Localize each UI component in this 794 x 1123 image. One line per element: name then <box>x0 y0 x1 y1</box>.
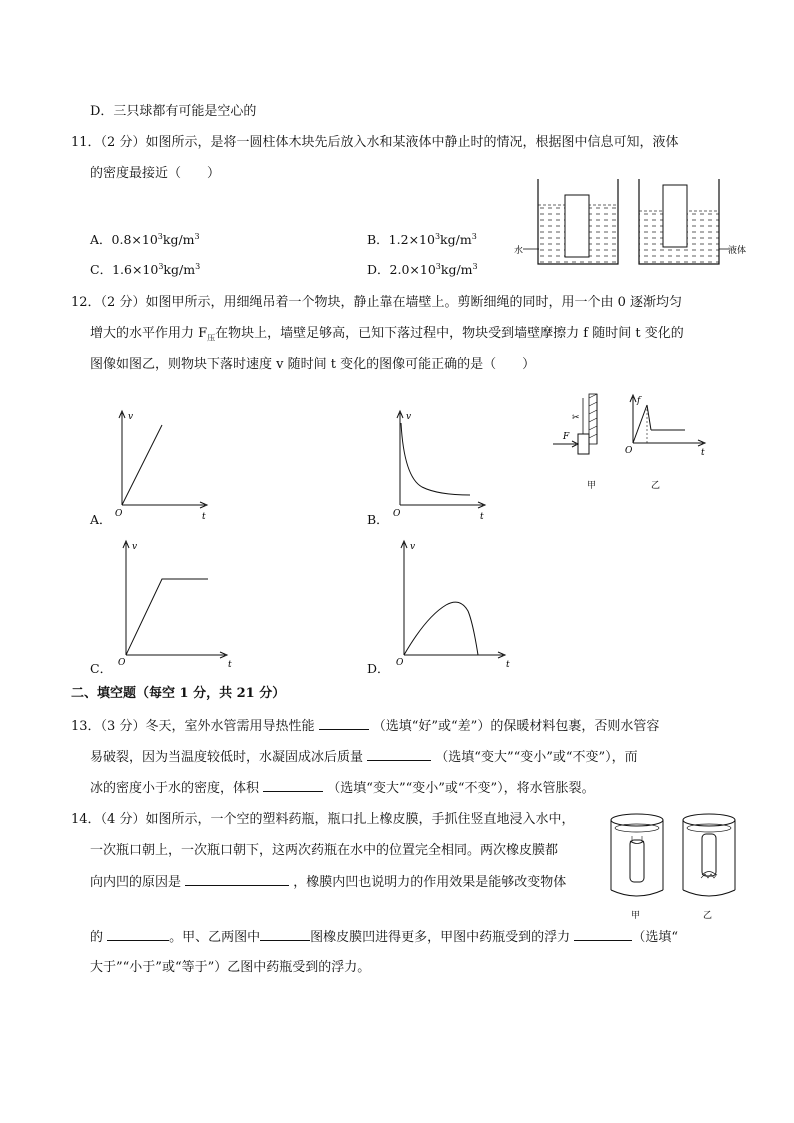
q11-beaker-figure <box>515 175 755 270</box>
svg-text:v: v <box>128 412 134 422</box>
svg-text:t: t <box>202 512 206 522</box>
svg-text:t: t <box>480 512 484 522</box>
label-liquid: 液体 <box>728 246 747 256</box>
q14-blank-3[interactable] <box>260 928 310 941</box>
q11-option-a[interactable]: A．$0.8\times 10^3kg/m^3$ <box>90 231 200 247</box>
q14-line5: 大于”“小于”或“等于”）乙图中药瓶受到的浮力。 <box>90 960 371 975</box>
svg-text:v: v <box>406 412 412 422</box>
graph-b-curve <box>401 423 470 495</box>
q12-graph-b[interactable] <box>388 405 498 525</box>
section-title: 二、填空题（每空 1 分，共 21 分） <box>71 686 286 701</box>
q14-line1: 14．（4 分）如图所示，一个空的塑料药瓶，瓶口扎上橡皮膜，手抓住竖直地浸入水中， <box>71 812 575 827</box>
q11-option-b[interactable]: B．$1.2\times 10^3kg/m^3$ <box>367 231 477 247</box>
svg-text:乙: 乙 <box>703 911 713 921</box>
q11-option-d[interactable]: D．$2.0\times 10^3kg/m^3$ <box>367 261 478 277</box>
label-water: 水 <box>514 246 524 256</box>
svg-text:v: v <box>132 542 138 552</box>
beaker-liquid <box>639 179 746 264</box>
q13-line2: 易破裂，因为当温度较低时，水凝固成冰后质量 （选填“变大”“变小”或“不变”），而 <box>90 750 638 765</box>
q13-blank-1[interactable] <box>319 717 369 730</box>
q14-bottle-figure <box>605 808 745 923</box>
q14-line3: 向内凹的原因是 ，橡膜内凹也说明力的作用效果是能够改变物体 <box>90 875 567 890</box>
q13-blank-2[interactable] <box>367 748 431 761</box>
q14-blank-1[interactable] <box>185 873 289 886</box>
svg-text:甲: 甲 <box>631 911 641 921</box>
svg-text:t: t <box>228 660 232 670</box>
q14-line4: 的 。甲、乙两图中 图橡皮膜凹进得更多，甲图中药瓶受到的浮力 （选填“ <box>90 930 678 945</box>
q13-line3: 冰的密度小于水的密度，体积 （选填“变大”“变小”或“不变”），将水管胀裂。 <box>90 781 595 796</box>
scissors-icon: ✂ <box>572 413 580 423</box>
svg-text:甲: 甲 <box>587 481 597 491</box>
graph-a-line <box>122 425 162 505</box>
svg-text:O: O <box>118 658 126 668</box>
graph-d-curve <box>404 602 478 655</box>
svg-text:v: v <box>410 542 416 552</box>
q12-stem-line2: 增大的水平作用力 $F_压$在物块上，墙壁足够高，已知下落过程中，物块受到墙壁摩擦力 f 随时间 t 变化的 <box>90 326 684 343</box>
q14-blank-2[interactable] <box>107 928 169 941</box>
beaker-water <box>514 179 618 264</box>
svg-text:F: F <box>563 432 570 442</box>
beaker-jia <box>611 814 663 921</box>
svg-text:O: O <box>625 446 633 456</box>
svg-text:O: O <box>396 658 404 668</box>
q12-graph-d[interactable] <box>388 535 518 675</box>
q14-line2: 一次瓶口朝上，一次瓶口朝下，这两次药瓶在水中的位置完全相同。两次橡皮膜都 <box>90 843 559 858</box>
q12-graph-a[interactable] <box>110 405 220 525</box>
q11-option-c[interactable]: C．$1.6\times 10^3kg/m^3$ <box>90 261 201 277</box>
q12-stem-line3: 图像如图乙，则物块下落时速度 v 随时间 t 变化的图像可能正确的是（ ） <box>90 357 536 372</box>
q13-line1: 13．（3 分）冬天，室外水管需用导热性能 （选填“好”或“差”）的保暖材料包裹，否则水管容 <box>71 719 660 734</box>
q12-option-d-label[interactable]: D． <box>367 661 390 676</box>
q12-option-b-label[interactable]: B． <box>367 512 389 527</box>
q12-figure-jia <box>545 388 615 498</box>
q12-option-a-label[interactable]: A． <box>90 512 112 527</box>
beaker-yi <box>683 814 735 921</box>
q12-stem-line1: 12．（2 分）如图甲所示，用细绳吊着一个物块，静止靠在墙壁上。剪断细绳的同时，用一个由 0 逐渐均匀 <box>71 295 682 310</box>
q12-graph-c[interactable] <box>110 535 240 675</box>
svg-text:t: t <box>506 660 510 670</box>
q11-stem-line2: 的密度最接近（ ） <box>90 166 221 181</box>
q12-option-c-label[interactable]: C． <box>90 661 113 676</box>
block <box>578 434 589 454</box>
svg-text:O: O <box>393 509 401 519</box>
q11-stem-line1: 11．（2 分）如图所示，是将一圆柱体木块先后放入水和某液体中静止时的情况，根据图中信息可知，液体 <box>71 135 679 150</box>
svg-text:f: f <box>637 396 641 406</box>
q12-figure-yi <box>623 393 713 498</box>
q10-option-d: D．三只球都有可能是空心的 <box>90 104 257 119</box>
svg-text:O: O <box>115 509 123 519</box>
svg-text:乙: 乙 <box>651 481 661 491</box>
q13-blank-3[interactable] <box>263 779 323 792</box>
graph-c-line <box>126 579 208 655</box>
q14-blank-4[interactable] <box>574 928 632 941</box>
svg-text:t: t <box>701 448 705 458</box>
